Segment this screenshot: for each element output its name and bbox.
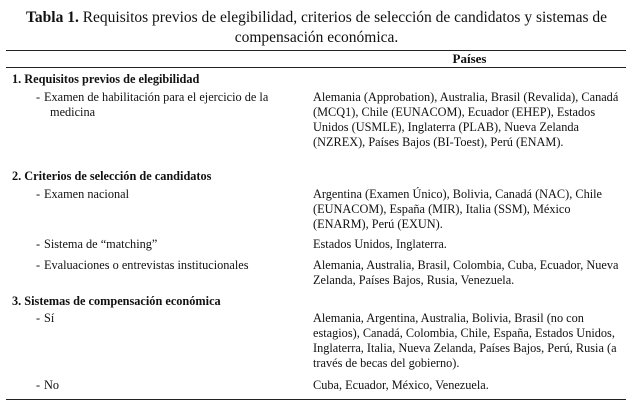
section-title: 3. Sistemas de compensación económica — [12, 294, 221, 308]
row-label: - Sistema de “matching” — [36, 237, 158, 251]
caption-line2: compensación económica. — [234, 29, 399, 46]
row-countries: Argentina (Examen Único), Bolivia, Canadá (NAC), Chile (EUNACOM), España (MIR), Italia (SSM), México (ENARM), Perú (EXUN). — [313, 187, 603, 231]
row-countries: Estados Unidos, Inglaterra. — [313, 237, 447, 251]
section-title: 1. Requisitos previos de elegibilidad — [12, 72, 200, 86]
caption-line1: Requisitos previos de elegibilidad, criterios de selección de candidatos y sistemas de — [78, 9, 607, 26]
row-label-line1: No — [44, 378, 60, 392]
row-label-line1: Examen nacional — [44, 187, 130, 201]
column-header-paises: Países — [452, 51, 487, 66]
row-countries: Alemania, Argentina, Australia, Bolivia, Brasil (no con estagios), Canadá, Colombia, Chile, España, Estados Unidos, Inglaterra, Italia, Nueva Zelanda, Países Bajos, Perú, Rusia (a través de becas del gobierno). — [313, 311, 617, 370]
row-label: - Sí — [36, 311, 55, 325]
row-countries: Alemania, Australia, Brasil, Colombia, Cuba, Ecuador, Nueva Zelanda, Países Bajos, Rusia, Venezuela. — [313, 258, 619, 287]
row-label-line1: Sistema de “matching” — [44, 237, 158, 251]
bottom-rule — [6, 399, 626, 400]
row-label: - Examen nacional — [36, 187, 130, 201]
row-countries: Cuba, Ecuador, México, Venezuela. — [313, 378, 489, 392]
row-label-line1: Sí — [44, 311, 55, 325]
caption-label: Tabla 1. — [26, 9, 79, 26]
table-caption — [0, 8, 633, 48]
row-label: - Examen de habilitación para el ejercicio de la medicina — [36, 90, 296, 120]
section-title: 2. Criterios de selección de candidatos — [12, 169, 212, 183]
row-label: - Evaluaciones o entrevistas institucionales — [36, 258, 249, 272]
row-label: - No — [36, 378, 60, 392]
row-label-line1: Examen de habilitación para el ejercicio de la — [44, 90, 269, 104]
row-countries: Alemania (Approbation), Australia, Brasil (Revalida), Canadá (MCQ1), Chile (EUNACOM), Ecuador (EHEP), Estados Unidos (USMLE), Inglaterra (PLAB), Nueva Zelanda (NZREX), Países Bajos (BI-Toest), Perú (ENAM). — [313, 90, 619, 149]
row-label-line1: Evaluaciones o entrevistas institucionales — [44, 258, 249, 272]
header-rule — [6, 67, 626, 68]
row-label-line2: medicina — [50, 105, 96, 119]
